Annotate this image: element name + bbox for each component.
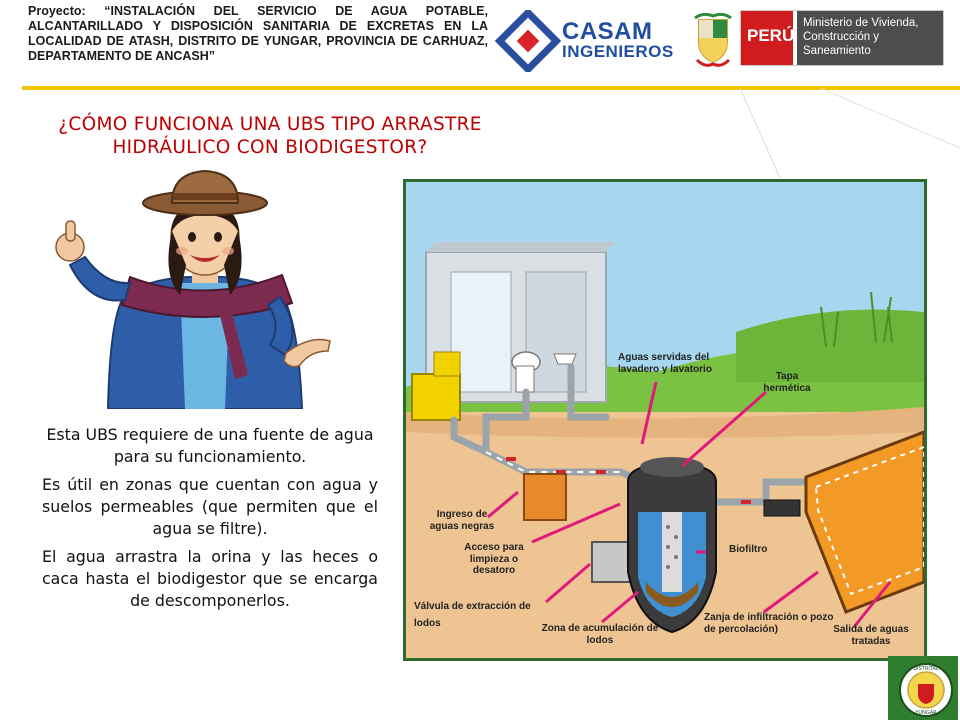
casam-name: CASAM [562,18,653,45]
ministry-name: Ministerio de Vivienda, Construcción y Saneamiento [797,11,943,65]
casam-subtitle: INGENIEROS [562,42,674,61]
paragraph-water-source: Esta UBS requiere de una fuente de agua para su funcionamiento. [46,425,374,466]
label-zona-acumulacion: Zona de acumulación de lodos [541,623,659,646]
ministry-logo [740,10,944,66]
label-ingreso-aguas-negras: Ingreso de aguas negras [429,509,495,532]
peru-coat-of-arms-icon [693,12,733,68]
project-prefix: Proyecto: “ [28,4,111,18]
label-valvula-extraccion: Válvula de extracción de lodos [414,601,531,629]
emblem-text-bottom: YUNGAR [915,710,937,716]
label-zanja-infiltracion: Zanja de infiltración o pozo de percolación) [704,612,834,635]
project-description [28,4,488,64]
woman-illustration [30,165,360,409]
biodigestor-illustration [406,182,924,658]
label-salida-aguas: Salida de aguas tratadas [833,624,909,647]
decorative-lines [700,88,960,188]
peru-flag-block [741,11,793,65]
woman-character-icon [30,165,360,409]
label-acceso-limpieza: Acceso para limpieza o desatoro [464,542,524,576]
ubs-diagram [403,179,927,661]
paragraph-process: El agua arrastra la orina y las heces o caca hasta el biodigestor que se encarga de descomponerlos. [42,547,378,610]
header [0,0,960,88]
body-text [42,424,378,618]
label-tapa-hermetica: Tapa hermética [763,371,811,394]
label-aguas-servidas: Aguas servidas del lavadero y lavatorio [618,352,712,375]
label-biofiltro: Biofiltro [729,544,768,555]
emblem-text-top: DISTRITAL [913,666,939,672]
district-emblem-icon [888,656,958,720]
project-title: INSTALACIÓN DEL SERVICIO DE AGUA POTABLE, ALCANTARILLADO Y DISPOSICIÓN SANITARIA DE EXCRETAS EN LA LOCALIDAD DE ATASH, DISTRITO DE YUNGAR, PROVINCIA DE CARHUAZ, DEPARTAMENTO DE ANCASH” [28,4,488,63]
paragraph-usefulness: Es útil en zonas que cuentan con agua y suelos permeables (que permiten que el agua se filtre). [42,475,378,538]
peru-label: PERÚ [747,26,795,45]
slide-title: ¿CÓMO FUNCIONA UNA UBS TIPO ARRASTRE HIDRÁULICO CON BIODIGESTOR? [58,114,482,158]
